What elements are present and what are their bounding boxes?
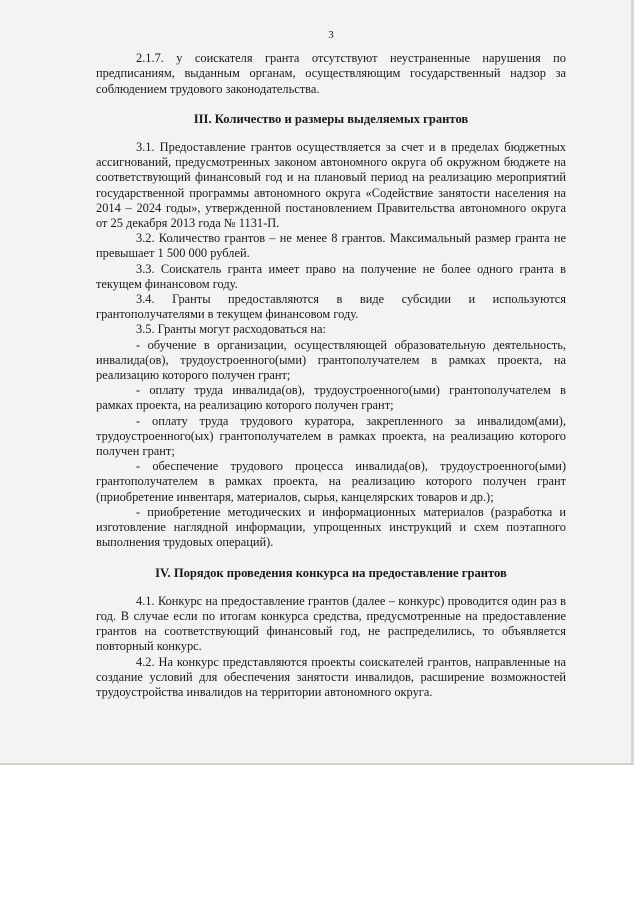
- section-3-heading: III. Количество и размеры выделяемых грантов: [193, 111, 469, 126]
- paragraph-3-4: 3.4. Гранты предоставляются в виде субсидии и используются грантополучателями в текущем финансовом году.: [96, 292, 566, 322]
- list-item: - оплату труда трудового куратора, закрепленного за инвалидом(ами), трудоустроенного(ых) грантополучателем в рамках проекта, на реализацию которого получен грант;: [96, 413, 566, 459]
- paragraph-4-2: 4.2. На конкурс представляются проекты соискателей грантов, направленные на создание условий для обеспечения занятости инвалидов, расширение возможностей трудоустройства инвалидов на территории автономного округа.: [96, 654, 566, 699]
- section-4-heading: IV. Порядок проведения конкурса на предоставление грантов: [155, 565, 507, 580]
- paragraph-3-3: 3.3. Соискатель гранта имеет право на получение не более одного гранта в текущем финансовом году.: [96, 261, 566, 291]
- paragraph-3-5: 3.5. Гранты могут расходоваться на:: [136, 322, 326, 337]
- paragraph-3-2: 3.2. Количество грантов – не менее 8 грантов. Максимальный размер гранта не превышает 1 500 000 рублей.: [96, 231, 566, 261]
- page-content: [96, 28, 566, 700]
- list-item: - обучение в организации, осуществляющей образовательную деятельность, инвалида(ов), трудоустроенного(ыми) грантополучателем в рамках проекта, на реализацию которого получен грант;: [96, 337, 566, 383]
- list-item: - оплату труда инвалида(ов), трудоустроенного(ыми) грантополучателем в рамках проекта, на реализацию которого получен грант;: [96, 383, 566, 413]
- paragraph-4-1: 4.1. Конкурс на предоставление грантов (далее – конкурс) проводится один раз в год. В случае если по итогам конкурса средства, предусмотренные на предоставление грантов на соответствующий финансовый год, не распределились, то объявляется повторный конкурс.: [96, 593, 566, 654]
- paragraph-3-1: 3.1. Предоставление грантов осуществляется за счет и в пределах бюджетных ассигнований, предусмотренных законом автономного округа об окружном бюджете на соответствующий финансовый год и на плановый период на реализацию мероприятий государственной программы автономного округа «Содействие занятости населения на 2014 – 2024 годы», утвержденной постановлением Правительства автономного округа от 25 декабря 2013 года № 1131-П.: [96, 140, 566, 231]
- list-item: - приобретение методических и информационных материалов (разработка и изготовление наглядной информации, упрощенных инструкций и схем поэтапного выполнения трудовых операций).: [96, 504, 566, 550]
- paragraph-2-1-7: 2.1.7. у соискателя гранта отсутствуют неустраненные нарушения по предписаниям, выданным органам, осуществляющим государственный надзор за соблюдением трудового законодательства.: [96, 51, 566, 96]
- list-item: - обеспечение трудового процесса инвалида(ов), трудоустроенного(ыми) грантополучателем в рамках проекта, на реализацию которого получен грант (приобретение инвентаря, материалов, сырья, канцелярских товаров и др.);: [96, 459, 566, 504]
- page-number: 3: [328, 29, 334, 41]
